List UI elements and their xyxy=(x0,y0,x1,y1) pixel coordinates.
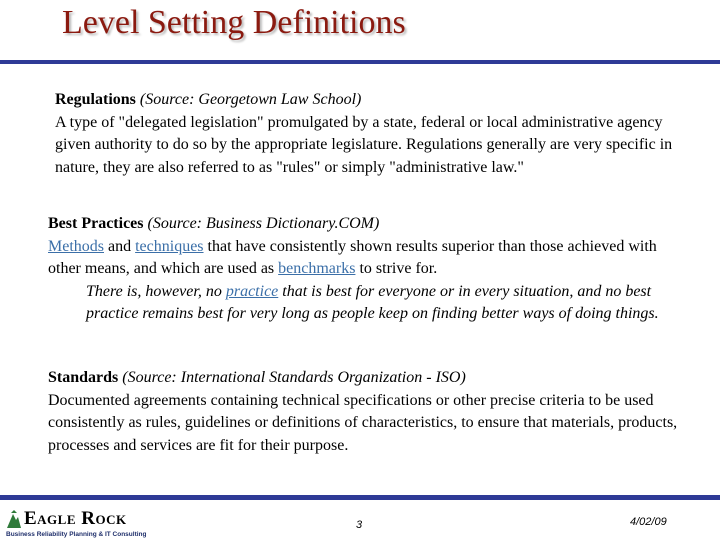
definition-heading xyxy=(55,89,700,112)
definition-term: Best Practices xyxy=(48,215,144,232)
slide-title: Level Setting Definitions xyxy=(62,4,406,41)
definition-heading xyxy=(48,367,693,390)
definition-text: A type of "delegated legislation" promulgated by a state, federal or local administrative agency given authority to do so by the appropriate legislature. Regulations generally are very specific in nature, they are also referred to as "rules" or simply "administrative law." xyxy=(55,113,673,176)
text-end: to strive for. xyxy=(355,260,438,277)
logo-tagline: Business Reliability Planning & IT Consulting xyxy=(6,531,147,538)
eagle-rock-logo xyxy=(4,507,154,539)
slide-date: 4/02/09 xyxy=(630,516,667,528)
definition-regulations xyxy=(55,89,700,179)
footer-divider xyxy=(0,495,720,500)
definition-text xyxy=(48,236,693,281)
text-mid: that have consistently shown results superior than those achieved with other means, and which are used as xyxy=(48,237,657,277)
quote-end: that is best for everyone or in every situation, and no best practice remains best for very long as people keep on finding better ways of doing things. xyxy=(86,282,659,322)
techniques-link[interactable]: techniques xyxy=(135,237,204,255)
page-number: 3 xyxy=(356,519,363,531)
quote-start: There is, however, no xyxy=(86,282,226,300)
definition-standards xyxy=(48,367,693,457)
definition-heading xyxy=(48,213,693,236)
best-practice-quote xyxy=(86,281,693,326)
mountain-icon xyxy=(6,509,22,529)
methods-link[interactable]: Methods xyxy=(48,237,104,255)
benchmarks-link[interactable]: benchmarks xyxy=(278,260,356,277)
definition-term: Standards xyxy=(48,369,119,386)
definition-term: Regulations xyxy=(55,91,136,108)
logo-name: Eagle Rock xyxy=(24,508,127,529)
text-and: and xyxy=(104,237,136,255)
practice-link[interactable]: practice xyxy=(225,282,279,300)
definition-best-practices xyxy=(48,213,693,326)
definition-source: (Source: Georgetown Law School) xyxy=(139,91,362,108)
definition-text: Documented agreements containing technical specifications or other precise criteria to be used consistently as rules, guidelines or definitions of characteristics, to ensure that materials, products, processes and services are fit for their purpose. xyxy=(48,391,678,454)
definition-source: (Source: Business Dictionary.COM) xyxy=(147,215,380,232)
title-divider xyxy=(0,60,720,64)
definition-source: (Source: International Standards Organization - ISO) xyxy=(122,369,466,386)
